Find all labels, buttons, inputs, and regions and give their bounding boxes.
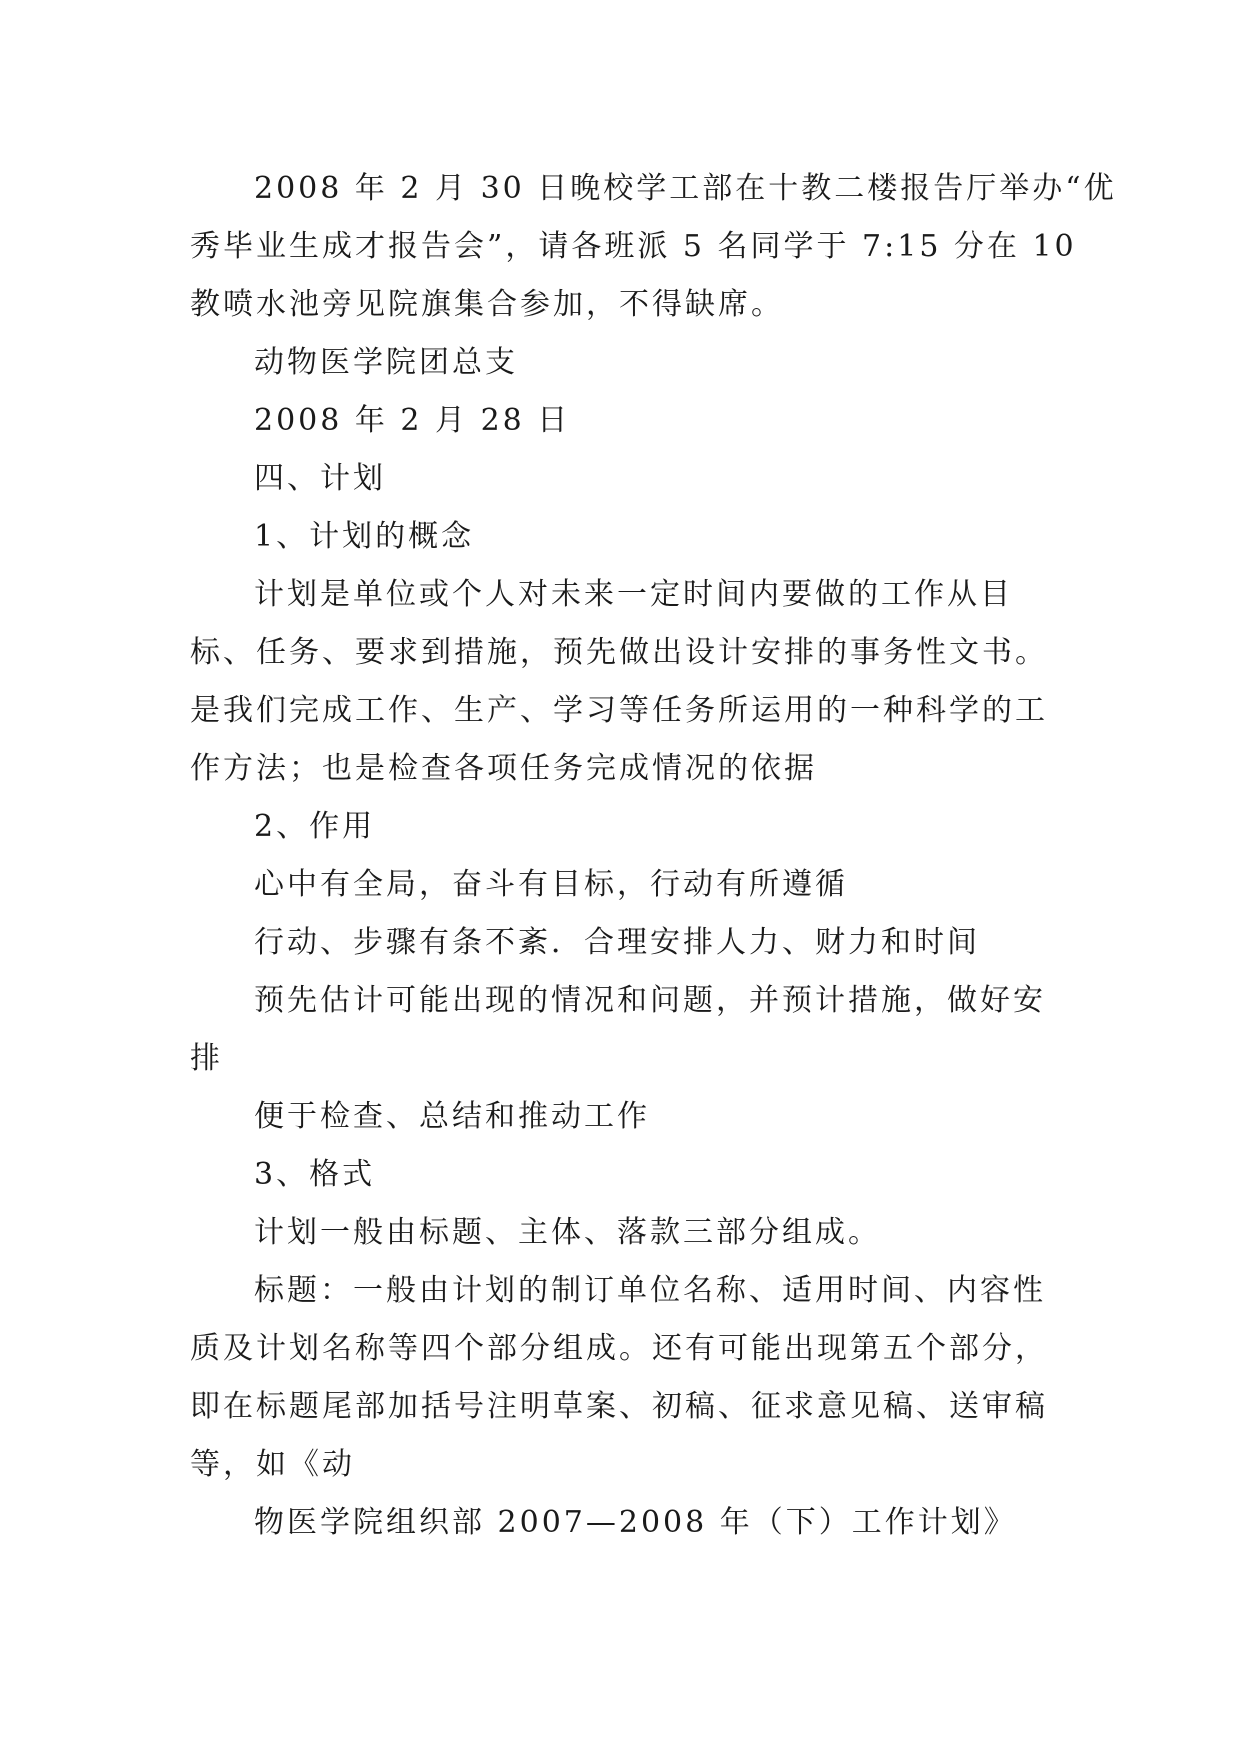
text-line: 动物医学院团总支 xyxy=(254,345,518,380)
text-line: 即在标题尾部加括号注明草案、初稿、征求意见稿、送审稿 xyxy=(190,1389,1048,1424)
text-line: 四、计划 xyxy=(254,461,386,496)
paragraph xyxy=(190,1204,1050,1262)
text-line: 1、计划的概念 xyxy=(254,519,475,554)
text-line: 作方法；也是检查各项任务完成情况的依据 xyxy=(190,751,817,786)
text-line: 计划一般由标题、主体、落款三部分组成。 xyxy=(254,1215,881,1250)
text-line: 2、作用 xyxy=(254,809,376,844)
paragraph xyxy=(190,1088,1050,1146)
section-heading xyxy=(190,450,1050,508)
text-line: 便于检查、总结和推动工作 xyxy=(254,1099,650,1134)
text-line: 排 xyxy=(190,1041,223,1076)
text-line: 2008 年 2 月 28 日 xyxy=(254,403,571,438)
paragraph xyxy=(190,160,1117,334)
text-line: 行动、步骤有条不紊．合理安排人力、财力和时间 xyxy=(254,925,980,960)
text-line: 3、格式 xyxy=(254,1157,376,1192)
paragraph xyxy=(190,972,1050,1088)
subsection-heading xyxy=(190,798,1050,856)
paragraph xyxy=(190,1262,1050,1494)
paragraph xyxy=(190,856,1050,914)
text-line: 秀毕业生成才报告会”，请各班派 5 名同学于 7:15 分在 10 xyxy=(190,229,1077,264)
text-line: 是我们完成工作、生产、学习等任务所运用的一种科学的工 xyxy=(190,693,1048,728)
subsection-heading xyxy=(190,1146,1050,1204)
text-line: 预先估计可能出现的情况和问题，并预计措施，做好安 xyxy=(254,983,1046,1018)
text-line: 标、任务、要求到措施，预先做出设计安排的事务性文书。 xyxy=(190,635,1048,670)
signature-date xyxy=(190,392,1050,450)
text-line: 计划是单位或个人对未来一定时间内要做的工作从目 xyxy=(254,577,1013,612)
text-line: 质及计划名称等四个部分组成。还有可能出现第五个部分， xyxy=(190,1331,1048,1366)
text-line: 物医学院组织部 2007—2008 年（下）工作计划》 xyxy=(254,1505,1017,1540)
text-line: 2008 年 2 月 30 日晚校学工部在十教二楼报告厅举办“优 xyxy=(254,171,1117,206)
text-line: 标题：一般由计划的制订单位名称、适用时间、内容性 xyxy=(254,1273,1046,1308)
text-line: 等，如《动 xyxy=(190,1447,355,1482)
paragraph xyxy=(190,566,1050,798)
signature-organization xyxy=(190,334,1050,392)
paragraph xyxy=(190,914,1050,972)
document-body xyxy=(190,160,1117,1552)
text-line: 心中有全局，奋斗有目标，行动有所遵循 xyxy=(254,867,848,902)
paragraph xyxy=(190,1494,1050,1552)
subsection-heading xyxy=(190,508,1050,566)
text-line: 教喷水池旁见院旗集合参加，不得缺席。 xyxy=(190,287,784,322)
